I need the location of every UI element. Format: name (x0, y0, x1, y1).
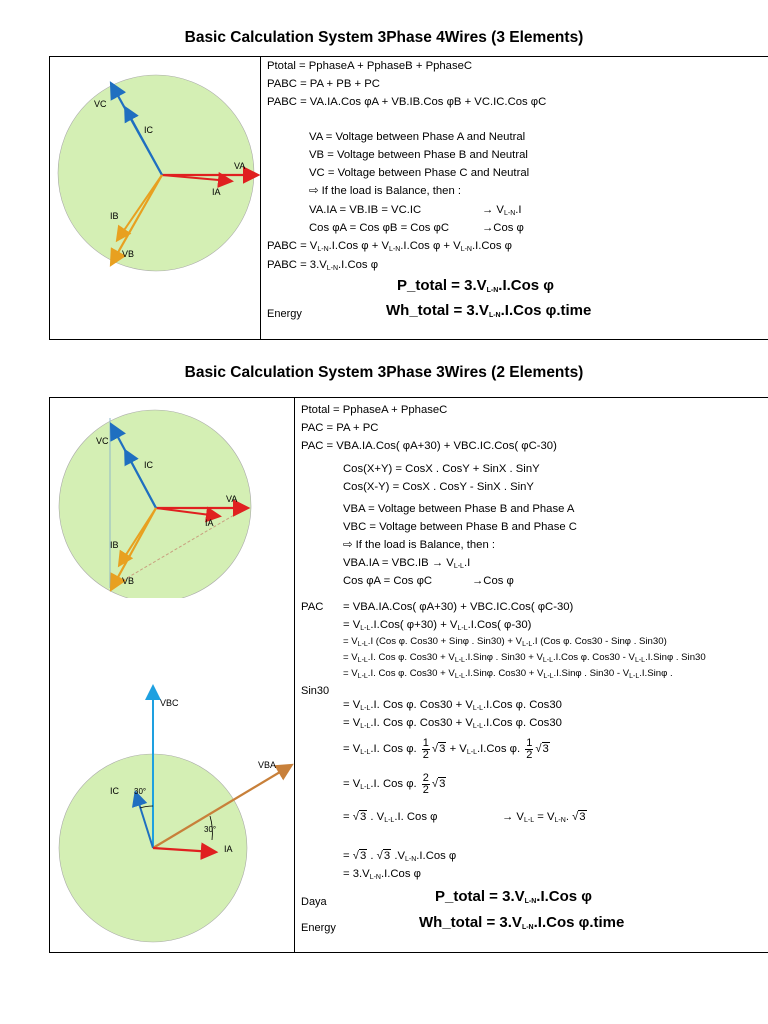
eq-balance-vi-result: → $V_{L-N}.I$ (482, 204, 522, 217)
va-label: VA (226, 494, 238, 504)
angle-30-label-2: 30° (204, 825, 217, 834)
eq-balance-cos-result: →Cos φ (482, 222, 524, 234)
pac-step-4: = $V_{L-L}.I$. Cos φ. $Cos30 + V_{L-L}.I.Sin\varphi$ . $Sin30 + V_{L-L}.I.Cos$ φ. $Cos30 - V_{L-L}.I.Sin\varphi$ . Sin30 (343, 652, 706, 664)
eq-balance-cos: Cos φA = Cos φC (343, 575, 433, 587)
pac-step-8: = $V_{L-L}.I$. Cos φ. $\frac{1}{2}$ $√3 + V_{L-L}.I.Cos$ φ. $\frac{1}{2}$ √3 (343, 736, 549, 761)
eq-pac-expanded: PAC = VBA.IA.Cos( φA+30) + VBC.IC.Cos( φC-30) (301, 440, 557, 452)
eq-pabc-sum: PABC = PA + PB + PC (267, 78, 380, 90)
phasor-diagram-4wire (50, 57, 260, 341)
angle-30-label-1: 30° (134, 787, 147, 796)
identity-cos-diff: Cos(X-Y) = CosX . CosY - SinX . SinY (343, 481, 534, 493)
energy-label: Energy (301, 922, 336, 934)
pac-step-11: = √3 . √3 $.V_{L-N}.I.Cos$ φ (343, 850, 457, 863)
pac-step-9: = $V_{L-L}.I$. Cos φ. $\frac{2}{2}$ √3 (343, 771, 446, 796)
sin30-label: Sin30 (301, 685, 330, 697)
phasor-diagram-vbc-vba (50, 674, 294, 954)
section2-title: Basic Calculation System 3Phase 3Wires (2 Elements) (184, 364, 584, 381)
def-vb: VB = Voltage between Phase B and Neutral (309, 149, 528, 161)
daya-label: Daya (301, 896, 327, 908)
ic-label: IC (110, 786, 119, 796)
section2-box (49, 397, 768, 953)
ic-label: IC (144, 125, 153, 135)
section1-box (49, 56, 768, 340)
pac-step-7: = $V_{L-L}.I$. Cos φ. $Cos30 + V_{L-L}.I.Cos$ φ. Cos30 (343, 717, 562, 730)
phasor-diagram-3wire (50, 398, 294, 598)
ia-label: IA (205, 518, 214, 528)
eq-pabc-expanded: PABC = VA.IA.Cos φA + VB.IB.Cos φB + VC.IC.Cos φC (267, 96, 547, 108)
eq-ptotal-result: P_total = $3.V_{L-N}.I.Cos$ φ (435, 888, 593, 905)
eq-ptotal-result: P_total = $3.V_{L-N}.I.Cos$ φ (397, 277, 555, 294)
vc-label: VC (94, 99, 107, 109)
def-vc: VC = Voltage between Phase C and Neutral (309, 167, 530, 179)
vb-label: VB (122, 576, 135, 586)
pac-step-2: = $V_{L-L}.I.Cos$( $\varphi+30) + V_{L-L}.I.Cos$( φ-30) (343, 619, 532, 632)
vll-vln-relation: → $V_{L-L} = V_{L-N}$. √3 (502, 811, 586, 824)
vb-label: VB (122, 249, 135, 259)
pac-step-5: = $V_{L-L}.I$. Cos φ. $Cos30 + V_{L-L}.I.Sin\varphi$. $Cos30 + V_{L-L}.I.Sin\varphi$ . $Sin30 - V_{L-L}.I.Sin\varphi$ . (343, 668, 673, 680)
pac-step-3: = $V_{L-L}.I$ (Cos φ. Cos30 + Sinφ . $Sin30) + V_{L-L}.I$ (Cos φ. Cos30 - Sinφ . Sin30) (343, 636, 667, 648)
eq-pac-sum: PAC = PA + PC (301, 422, 379, 434)
def-vbc: VBC = Voltage between Phase B and Phase C (343, 521, 577, 533)
vba-label: VBA (258, 760, 277, 770)
pac-step-12: = $3.V_{L-N}.I.Cos$ φ (343, 868, 421, 881)
vc-label: VC (96, 436, 109, 446)
eq-pabc-balanced: PABC = $V_{L-N}.I.Cos$ $\varphi + V_{L-N}.I.Cos$ $\varphi + V_{L-N}.I.Cos$ φ (267, 240, 512, 253)
eq-balance-cos-result: →Cos φ (472, 575, 514, 587)
balance-note: ⇨ If the load is Balance, then : (343, 539, 496, 551)
pac-step-10: = √3 . $V_{L-L}.I$. Cos φ (343, 811, 438, 824)
pac-step-6: = $V_{L-L}.I$. Cos φ. $Cos30 + V_{L-L}.I.Cos$ φ. Cos30 (343, 699, 562, 712)
eq-pabc-final: PABC = $3.V_{L-N}.I.Cos$ φ (267, 259, 379, 272)
eq-ptotal-def: Ptotal = PphaseA + PphaseB + PphaseC (267, 60, 473, 72)
section1-title: Basic Calculation System 3Phase 4Wires (3 Elements) (184, 29, 584, 46)
pac-label: PAC (301, 601, 324, 613)
energy-label: Energy (267, 308, 302, 320)
eq-balance-vi: $VBA.IA = VBC.IB \to V_{L-L}.I$ (343, 557, 471, 570)
vbc-label: VBC (160, 698, 179, 708)
ib-label: IB (110, 211, 119, 221)
balance-note: ⇨ If the load is Balance, then : (309, 185, 462, 197)
eq-balance-vi: VA.IA = VB.IB = VC.IC (309, 204, 422, 216)
ic-label: IC (144, 460, 153, 470)
ia-label: IA (224, 844, 233, 854)
eq-wh-total: Wh_total = $3.V_{L-N}.I.Cos$ φ.time (419, 914, 625, 931)
va-label: VA (234, 161, 246, 171)
identity-cos-sum: Cos(X+Y) = CosX . CosY + SinX . SinY (343, 463, 540, 475)
phasor-circle (58, 75, 254, 271)
ib-label: IB (110, 540, 119, 550)
def-vba: VBA = Voltage between Phase B and Phase A (343, 503, 575, 515)
eq-balance-cos: Cos φA = Cos φB = Cos φC (309, 222, 450, 234)
def-va: VA = Voltage between Phase A and Neutral (309, 131, 526, 143)
eq-ptotal-def: Ptotal = PphaseA + PphaseC (301, 404, 448, 416)
eq-wh-total: Wh_total = $3.V_{L-N}.I.Cos$ φ.time (386, 302, 592, 319)
ia-label: IA (212, 187, 221, 197)
pac-step-1: = VBA.IA.Cos( φA+30) + VBC.IC.Cos( φC-30) (343, 601, 574, 613)
